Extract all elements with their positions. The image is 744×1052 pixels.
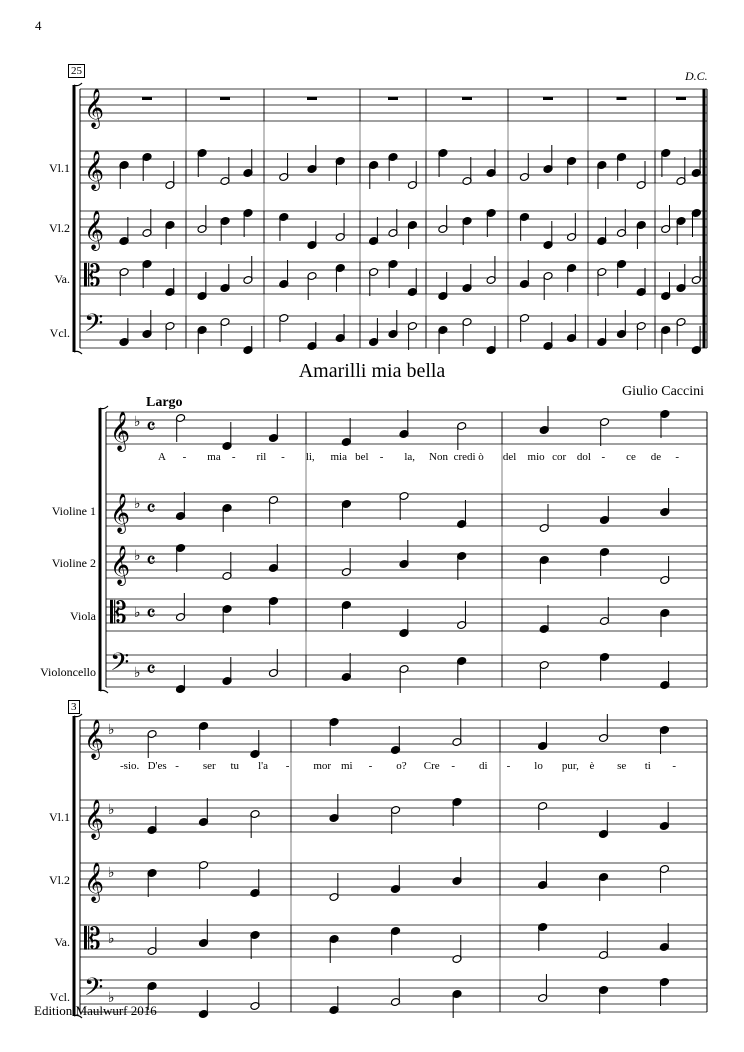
treble-clef-icon: 𝄞: [110, 411, 131, 451]
staff-label: Violine 1: [51, 504, 96, 518]
lyric-syllable: -: [285, 760, 290, 772]
lyric-syllable: mia: [330, 451, 347, 463]
staff-label: Vcl.: [49, 326, 70, 340]
da-capo-mark: D.C.: [685, 69, 708, 83]
lyric-syllable: la,: [404, 451, 416, 463]
staff-label: Vl.1: [49, 810, 70, 824]
treble-clef-icon: 𝄞: [84, 719, 105, 759]
treble-clef-icon: 𝄞: [110, 545, 131, 585]
composer-name: Giulio Caccini: [621, 384, 704, 399]
whole-rest-icon: [676, 97, 686, 100]
lyric-syllable: -: [379, 451, 384, 463]
staff-label: Vcl.: [49, 990, 70, 1004]
piece-title: Amarilli mia bella: [298, 360, 446, 382]
lyric-syllable: -: [506, 760, 511, 772]
treble-clef-icon: 𝄞: [84, 799, 105, 839]
lyric-syllable: di: [479, 760, 488, 772]
lyric-syllable: o?: [396, 760, 407, 772]
key-signature-flat-icon: ♭: [134, 548, 141, 564]
lyric-syllable: ser: [202, 760, 216, 772]
measure-number-25: 25: [68, 64, 85, 78]
lyric-syllable: -: [675, 451, 680, 463]
key-signature-flat-icon: ♭: [108, 722, 115, 738]
treble-clef-icon: 𝄞: [84, 862, 105, 902]
tempo-marking: Largo: [146, 395, 183, 410]
lyric-syllable: se: [617, 760, 627, 772]
lyric-syllable: è: [589, 760, 595, 772]
lyric-syllable: ò: [478, 451, 484, 463]
key-signature-flat-icon: ♭: [108, 931, 115, 947]
alto-clef-icon: 𝄡: [84, 922, 101, 957]
common-time-icon: 𝄴: [146, 549, 156, 574]
staff-label: Vl.2: [49, 873, 70, 887]
lyric-syllable: Non: [429, 451, 448, 463]
lyric-syllable: -: [601, 451, 606, 463]
key-signature-flat-icon: ♭: [134, 496, 141, 512]
lyric-syllable: -: [672, 760, 677, 772]
staff-label: Violine 2: [51, 556, 96, 570]
edition-footer: Edition Maulwurf 2016: [34, 1003, 157, 1018]
treble-clef-icon: 𝄞: [110, 493, 131, 533]
common-time-icon: 𝄴: [146, 497, 156, 522]
lyric-syllable: tu: [230, 760, 240, 772]
lyric-syllable: -: [368, 760, 373, 772]
lyric-syllable: l'a: [258, 760, 269, 772]
treble-clef-icon: 𝄞: [84, 210, 105, 250]
common-time-icon: 𝄴: [146, 602, 156, 627]
whole-rest-icon: [543, 97, 553, 100]
whole-rest-icon: [307, 97, 317, 100]
bass-clef-icon: 𝄢: [84, 309, 104, 344]
treble-clef-icon: 𝄞: [84, 150, 105, 190]
key-signature-flat-icon: ♭: [134, 605, 141, 621]
lyric-syllable: -: [281, 451, 285, 463]
whole-rest-icon: [388, 97, 398, 100]
bass-clef-icon: 𝄢: [84, 973, 104, 1008]
measure-number-3: 3: [68, 700, 80, 714]
lyric-syllable: mor: [313, 760, 332, 772]
lyric-syllable: Cre: [423, 760, 440, 772]
staff-label: Vl.1: [49, 161, 70, 175]
staff-label: Va.: [54, 935, 70, 949]
alto-clef-icon: 𝄡: [110, 596, 127, 631]
staff-label: Va.: [54, 272, 70, 286]
lyric-syllable: ma: [207, 451, 221, 463]
lyric-syllable: ril: [256, 451, 267, 463]
lyric-syllable: D'es: [147, 760, 167, 772]
staff-label: Vl.2: [49, 221, 70, 235]
lyric-syllable: ce: [626, 451, 636, 463]
key-signature-flat-icon: ♭: [108, 865, 115, 881]
whole-rest-icon: [617, 97, 627, 100]
bass-clef-icon: 𝄢: [110, 648, 130, 683]
lyric-syllable: -: [451, 760, 456, 772]
lyric-syllable: ti: [644, 760, 651, 772]
whole-rest-icon: [220, 97, 230, 100]
lyric-syllable: -sio.: [120, 760, 140, 772]
common-time-icon: 𝄴: [146, 415, 156, 440]
alto-clef-icon: 𝄡: [84, 259, 101, 294]
page-number: 4: [35, 18, 42, 33]
lyric-syllable: dol: [576, 451, 591, 463]
key-signature-flat-icon: ♭: [134, 414, 141, 430]
lyric-syllable: pur,: [561, 760, 579, 772]
whole-rest-icon: [142, 97, 152, 100]
lyric-syllable: de: [650, 451, 662, 463]
lyric-syllable: bel: [355, 451, 369, 463]
lyric-syllable: -: [182, 451, 187, 463]
lyric-syllable: -: [231, 451, 236, 463]
lyric-syllable: -: [175, 760, 179, 772]
staff-label: Viola: [70, 609, 96, 623]
lyric-syllable: A: [158, 451, 166, 463]
key-signature-flat-icon: ♭: [108, 802, 115, 818]
staff-label: Violoncello: [40, 665, 96, 679]
lyric-syllable: del: [502, 451, 517, 463]
treble-clef-icon: 𝄞: [84, 88, 105, 128]
lyric-syllable: cor: [552, 451, 567, 463]
lyric-syllable: mi: [340, 760, 353, 772]
key-signature-flat-icon: ♭: [134, 665, 141, 681]
lyric-syllable: lo: [534, 760, 543, 772]
whole-rest-icon: [462, 97, 472, 100]
lyric-syllable: mio: [527, 451, 545, 463]
common-time-icon: 𝄴: [146, 658, 156, 683]
lyric-syllable: li,: [305, 451, 315, 463]
key-signature-flat-icon: ♭: [108, 990, 115, 1006]
lyric-syllable: credi: [453, 451, 476, 463]
